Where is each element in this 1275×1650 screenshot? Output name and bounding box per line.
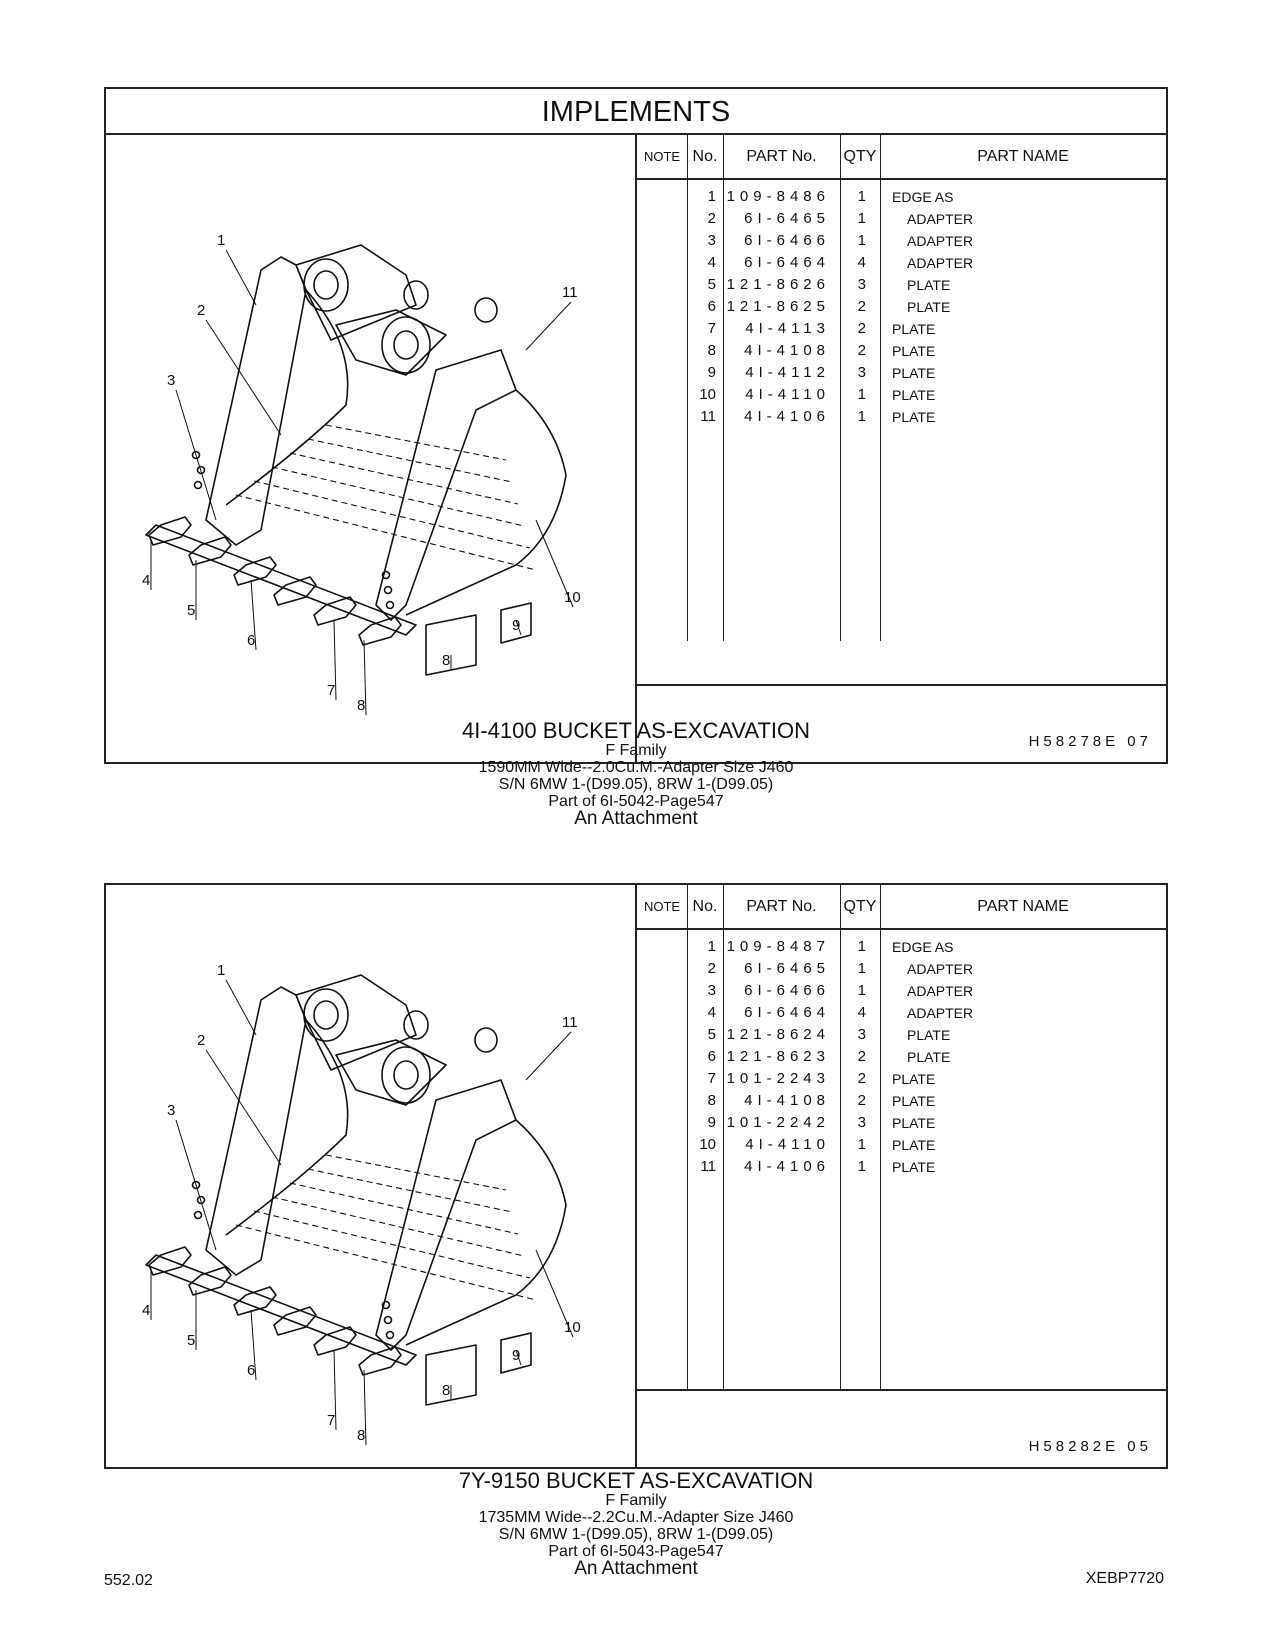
part-number: 4I-4108 (744, 342, 830, 359)
callout-label: 7 (327, 1412, 336, 1429)
header-part-no: PART No. (746, 898, 817, 915)
table-header (637, 135, 1166, 180)
part-name: ADAPTER (907, 255, 974, 271)
quantity: 2 (857, 298, 866, 315)
caption-attachment: An Attachment (574, 1558, 698, 1579)
table-row (637, 362, 1166, 384)
quantity: 1 (857, 1158, 866, 1175)
table-row (637, 208, 1166, 230)
callout-label: 3 (167, 372, 176, 389)
caption-part-of: Part of 6I-5043-Page547 (548, 1543, 724, 1560)
caption-2 (104, 1470, 1168, 1578)
leader-line (176, 1120, 216, 1250)
tooth-adapter (274, 577, 316, 605)
tooth-adapter (274, 1307, 316, 1335)
caption-spec: 1735MM Wide--2.2Cu.M.-Adapter Size J460 (478, 1509, 794, 1526)
table-row (637, 936, 1166, 958)
table-row (637, 230, 1166, 252)
quantity: 2 (857, 320, 866, 337)
quantity: 1 (857, 938, 866, 955)
part-name: ADAPTER (907, 1005, 974, 1021)
part-name: PLATE (892, 321, 936, 337)
item-number: 4 (707, 254, 716, 271)
part-number: 6I-6466 (744, 982, 830, 999)
callout-label: 2 (197, 302, 206, 319)
table-rows (637, 936, 1166, 1178)
header-part-name: PART NAME (977, 148, 1069, 165)
quantity: 1 (857, 408, 866, 425)
quantity: 2 (857, 1048, 866, 1065)
item-number: 7 (707, 320, 716, 337)
part-number: 101-2242 (726, 1114, 830, 1131)
part-name: EDGE AS (892, 939, 954, 955)
right-side-plate (376, 1080, 516, 1350)
callout-label: 11 (562, 1014, 578, 1031)
parts-panel-1 (104, 133, 1168, 764)
part-number: 101-2243 (726, 1070, 830, 1087)
drawing-reference: H58278E 07 (1028, 733, 1152, 750)
part-name: PLATE (892, 387, 936, 403)
item-number: 1 (707, 938, 716, 955)
callout-label: 8 (442, 1382, 451, 1399)
bucket-drawing (106, 885, 635, 1512)
quantity: 1 (857, 960, 866, 977)
caption-title: 4I-4100 BUCKET AS-EXCAVATION (461, 718, 811, 743)
part-number: 6I-6464 (744, 254, 830, 271)
table-row (637, 958, 1166, 980)
item-number: 7 (707, 1070, 716, 1087)
caption-serial: S/N 6MW 1-(D99.05), 8RW 1-(D99.05) (498, 1526, 774, 1543)
item-number: 11 (700, 408, 716, 425)
table-row (637, 296, 1166, 318)
leader-line (206, 1050, 281, 1165)
quantity: 2 (857, 1070, 866, 1087)
leader-line (226, 980, 256, 1035)
leader-line (526, 302, 571, 350)
part-number: 121-8623 (726, 1048, 830, 1065)
part-name: ADAPTER (907, 983, 974, 999)
part-number: 4I-4112 (745, 364, 830, 381)
item-number: 10 (699, 1136, 716, 1153)
callout-label: 11 (562, 284, 578, 301)
header-note: NOTE (643, 899, 681, 914)
item-number: 2 (707, 960, 716, 977)
quantity: 3 (857, 1114, 866, 1131)
part-name: PLATE (892, 1137, 936, 1153)
left-side-plate (206, 257, 306, 545)
quantity: 1 (857, 232, 866, 249)
callout-label: 10 (564, 1319, 581, 1336)
part-name: PLATE (907, 1049, 951, 1065)
callout-label: 1 (217, 232, 226, 249)
table-rows (637, 186, 1166, 428)
table-footer (637, 1389, 1166, 1467)
hinge-boss (296, 975, 416, 1070)
part-number: 6I-6464 (744, 1004, 830, 1021)
callout-label: 9 (512, 617, 521, 634)
part-name: PLATE (892, 365, 936, 381)
table-row (637, 1046, 1166, 1068)
header-part-no: PART No. (746, 148, 817, 165)
item-number: 5 (707, 1026, 716, 1043)
bucket-illustration-1 (106, 135, 637, 762)
callout-label: 4 (142, 1302, 151, 1319)
part-number: 6I-6465 (744, 960, 830, 977)
quantity: 3 (857, 276, 866, 293)
drawing-reference: H58282E 05 (1028, 1438, 1152, 1455)
part-number: 121-8624 (726, 1026, 830, 1043)
leader-line (176, 390, 216, 520)
item-number: 9 (707, 364, 716, 381)
callout-label: 2 (197, 1032, 206, 1049)
part-number: 4I-4113 (745, 320, 830, 337)
callout-label: 4 (142, 572, 151, 589)
header-qty: QTY (843, 898, 877, 915)
item-number: 9 (707, 1114, 716, 1131)
page-number: 552.02 (104, 1572, 153, 1589)
caption-serial: S/N 6MW 1-(D99.05), 8RW 1-(D99.05) (498, 776, 774, 793)
callout-label: 10 (564, 589, 581, 606)
callout-label: 7 (327, 682, 336, 699)
part-name: PLATE (892, 1115, 936, 1131)
callout-label: 3 (167, 1102, 176, 1119)
table-row (637, 1112, 1166, 1134)
caption-part-of: Part of 6I-5042-Page547 (548, 793, 724, 810)
caption-spec: 1590MM Wide--2.0Cu.M.-Adapter Size J460 (478, 759, 794, 776)
part-name: PLATE (907, 1027, 951, 1043)
item-number: 8 (707, 1092, 716, 1109)
part-number: 109-8487 (726, 938, 830, 955)
item-number: 5 (707, 276, 716, 293)
caption-family: F Family (605, 1492, 667, 1509)
table-row (637, 1090, 1166, 1112)
part-name: PLATE (892, 1159, 936, 1175)
table-row (637, 340, 1166, 362)
callout-label: 8 (357, 1427, 366, 1444)
hinge-boss (296, 245, 416, 340)
part-number: 4I-4106 (744, 408, 830, 425)
item-number: 6 (707, 1048, 716, 1065)
quantity: 1 (857, 210, 866, 227)
item-number: 3 (707, 232, 716, 249)
part-number: 4I-4110 (745, 386, 830, 403)
item-number: 1 (707, 188, 716, 205)
table-row (637, 1024, 1166, 1046)
table-row (637, 274, 1166, 296)
table-row (637, 252, 1166, 274)
table-row (637, 186, 1166, 208)
table-header (637, 885, 1166, 930)
parts-table-2 (637, 885, 1166, 1467)
item-number: 4 (707, 1004, 716, 1021)
part-name: EDGE AS (892, 189, 954, 205)
leader-line (206, 320, 281, 435)
caption-attachment: An Attachment (574, 808, 698, 829)
callout-label: 1 (217, 962, 226, 979)
table-row (637, 980, 1166, 1002)
document-id: XEBP7720 (1085, 1570, 1164, 1587)
part-name: PLATE (892, 1093, 936, 1109)
caption-title: 7Y-9150 BUCKET AS-EXCAVATION (458, 1468, 814, 1493)
quantity: 3 (857, 1026, 866, 1043)
caption-family: F Family (605, 742, 667, 759)
item-number: 10 (699, 386, 716, 403)
header-no: No. (692, 898, 718, 915)
item-number: 6 (707, 298, 716, 315)
part-number: 109-8486 (726, 188, 830, 205)
quantity: 1 (857, 1136, 866, 1153)
part-number: 6I-6465 (744, 210, 830, 227)
header-no: No. (692, 148, 718, 165)
item-number: 11 (700, 1158, 716, 1175)
table-row (637, 1156, 1166, 1178)
left-side-plate (206, 987, 306, 1275)
bucket-illustration-2 (106, 885, 637, 1467)
parts-panel-2 (104, 883, 1168, 1469)
item-number: 3 (707, 982, 716, 999)
callout-label: 8 (357, 697, 366, 714)
table-row (637, 406, 1166, 428)
callout-label: 8 (442, 652, 451, 669)
leader-line (526, 1032, 571, 1080)
header-part-name: PART NAME (977, 898, 1069, 915)
quantity: 3 (857, 364, 866, 381)
part-name: ADAPTER (907, 961, 974, 977)
part-number: 4I-4106 (744, 1158, 830, 1175)
part-name: PLATE (907, 299, 951, 315)
table-row (637, 1002, 1166, 1024)
part-name: PLATE (892, 409, 936, 425)
table-row (637, 318, 1166, 340)
quantity: 2 (857, 1092, 866, 1109)
quantity: 1 (857, 386, 866, 403)
part-name: ADAPTER (907, 233, 974, 249)
quantity: 4 (857, 1004, 866, 1021)
callout-label: 6 (247, 1362, 256, 1379)
header-qty: QTY (843, 148, 877, 165)
item-number: 2 (707, 210, 716, 227)
table-row (637, 1134, 1166, 1156)
leader-line (226, 250, 256, 305)
part-name: PLATE (892, 1071, 936, 1087)
quantity: 4 (857, 254, 866, 271)
table-row (637, 1068, 1166, 1090)
callout-label: 9 (512, 1347, 521, 1364)
quantity: 1 (857, 982, 866, 999)
callout-label: 6 (247, 632, 256, 649)
part-name: ADAPTER (907, 211, 974, 227)
right-side-plate (376, 350, 516, 620)
item-number: 8 (707, 342, 716, 359)
part-number: 6I-6466 (744, 232, 830, 249)
part-number: 121-8626 (726, 276, 830, 293)
bucket-drawing (106, 135, 635, 762)
caption-1 (104, 720, 1168, 828)
parts-table-1 (637, 135, 1166, 762)
quantity: 2 (857, 342, 866, 359)
page-title: IMPLEMENTS (104, 87, 1168, 133)
callout-label: 5 (187, 602, 196, 619)
part-name: PLATE (907, 277, 951, 293)
part-number: 121-8625 (726, 298, 830, 315)
part-name: PLATE (892, 343, 936, 359)
quantity: 1 (857, 188, 866, 205)
part-number: 4I-4110 (745, 1136, 830, 1153)
header-note: NOTE (643, 149, 681, 164)
callout-label: 5 (187, 1332, 196, 1349)
part-number: 4I-4108 (744, 1092, 830, 1109)
table-row (637, 384, 1166, 406)
